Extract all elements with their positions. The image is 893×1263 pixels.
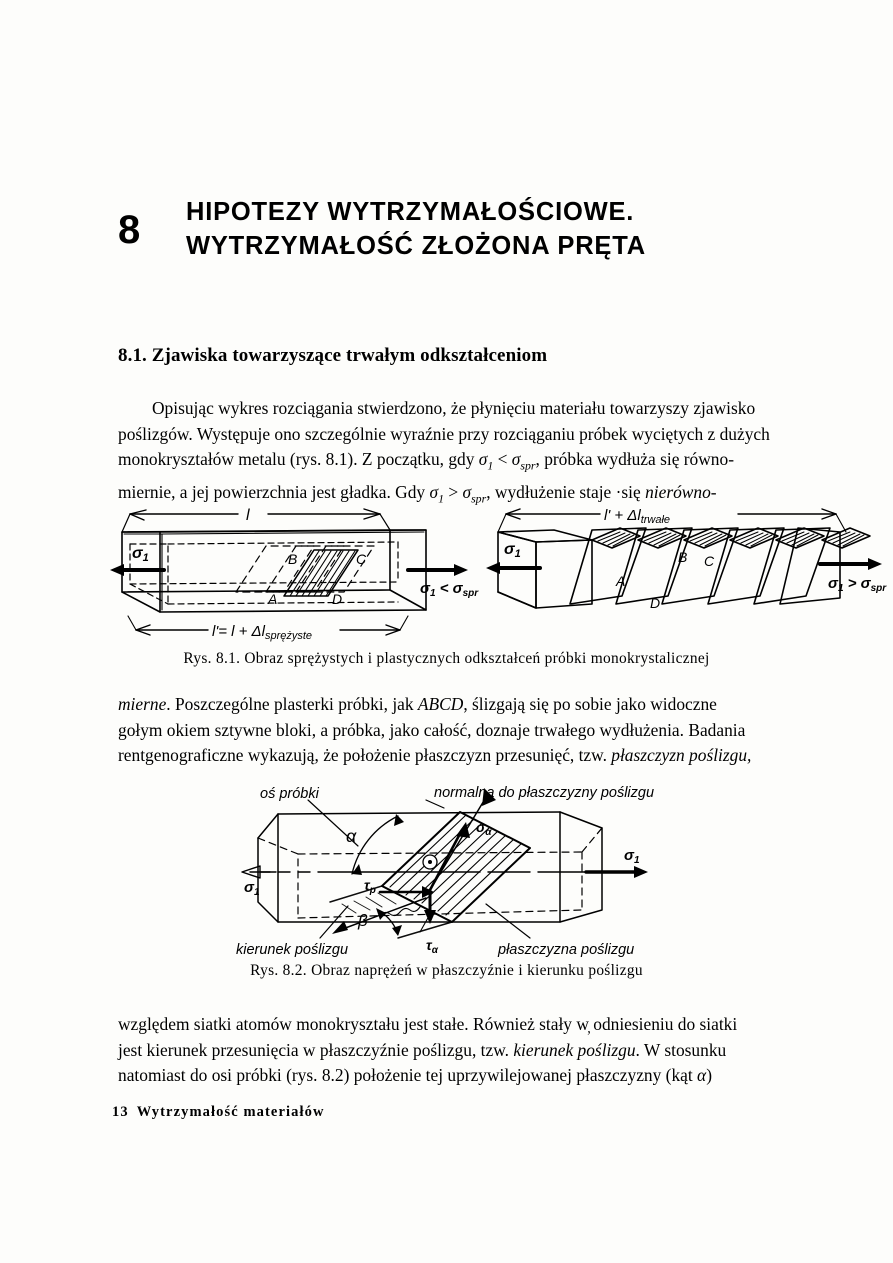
label-sigma-condition-left: $\sigma_1 < \sigma_{spr}$ [420, 580, 479, 599]
figure-8-2-svg [230, 782, 670, 957]
text-run-italic: mierne [118, 694, 167, 714]
paragraph-intro [118, 396, 778, 512]
label-c-left: C [356, 551, 367, 567]
label-l-prime-elastic: $l'= l + \Delta l_{sprężyste}$ [212, 623, 313, 642]
text-run: . Poszczególne plasterki próbki, jak [166, 694, 418, 714]
label-l-prime-trwale: $l' + \Delta l_{trwałe}$ [604, 507, 671, 526]
label-specimen-axis: oś próbki [260, 786, 319, 802]
label-d-left: D [332, 591, 343, 607]
text-run-italic: ABCD [417, 694, 464, 714]
stress-arrow-right-2 [820, 558, 882, 570]
text-run: , wydłużenie staje ·się [486, 481, 646, 502]
stress-arrow-left-2 [486, 562, 540, 574]
paragraph-line [118, 1038, 778, 1064]
text-run: jest kierunek przesunięcia w płaszczyźnie poślizgu, tzw. [118, 1039, 514, 1060]
text-run: , ślizgają się po sobie jako widoczne [463, 694, 717, 714]
stress-arrow-left-1 [110, 564, 164, 576]
label-tau-p: $\tau_p$ [364, 877, 376, 896]
label-c-right: C [704, 553, 715, 569]
paragraph-line [118, 743, 778, 769]
paragraph-line [118, 447, 778, 479]
label-l: l [246, 507, 250, 524]
label-sigma-1-right-fig82: $\sigma_1$ [624, 847, 640, 866]
label-slip-plane: płaszczyzna poślizgu [498, 942, 635, 958]
figure-8-1 [108, 500, 887, 653]
chapter-title-line-1: HIPOTEZY WYTRZYMAŁOŚCIOWE. [186, 198, 635, 226]
footer-book-title: Wytrzymałość materiałów [136, 1104, 325, 1120]
paragraph-line [118, 1063, 778, 1089]
label-a-left: A [268, 591, 278, 607]
figure-8-2 [230, 782, 670, 962]
label-alpha: α [346, 826, 357, 846]
dimension-length-l [122, 509, 390, 532]
label-sigma-alpha: $\sigma_\alpha$ [476, 819, 492, 838]
paragraph-slip-planes [118, 692, 778, 769]
paragraph-line: gołym okiem sztywne bloki, a próbka, jako całość, doznaje trwałego wydłużenia. Badania [118, 719, 746, 740]
label-tau-alpha: $\tau_\alpha$ [426, 937, 438, 956]
label-b-left: B [288, 551, 298, 567]
sigma-spr-symbol: $\sigma_{spr}$ [511, 449, 536, 473]
text-run-italic: kierunek poślizgu [513, 1039, 636, 1060]
plane-center-marker [423, 855, 437, 869]
leader-plane [486, 904, 530, 938]
text-run: monokryształów metalu (rys. 8.1). Z początku, gdy [118, 449, 479, 470]
label-d-right: D [650, 595, 661, 611]
label-b-right: B [678, 549, 688, 565]
sigma-1-symbol: $\sigma_1$ [429, 481, 444, 506]
text-run: . W stosunku [635, 1039, 727, 1060]
label-sigma-condition-right: $\sigma_1 > \sigma_{spr}$ [828, 575, 887, 594]
footer-page-number: 13 [112, 1104, 129, 1120]
stress-arrow-right-fig82 [586, 866, 648, 878]
label-sigma-1-right-left: σ1 [504, 541, 521, 560]
paragraph-line: Opisując wykres rozciągania stwierdzono, że płynięciu materiału towarzyszy zjawisko [152, 398, 756, 418]
chapter-title [186, 196, 646, 263]
figure-8-1-caption: Rys. 8.1. Obraz sprężystych i plastycznych odkształceń próbki monokrystalicznej [183, 650, 710, 667]
leader-axis [308, 800, 358, 846]
section-heading: 8.1. Zjawiska towarzyszące trwałym odkształceniom [118, 345, 548, 366]
label-a-right: A [616, 573, 626, 589]
slip-lamellae [570, 528, 830, 604]
label-beta: β [358, 911, 368, 930]
label-slip-direction: kierunek poślizgu [236, 942, 349, 958]
paragraph-line [118, 692, 778, 718]
text-run-italic: płaszczyzn poślizgu, [611, 745, 752, 766]
text-run: rentgenograficzne wykazują, że położenie płaszczyzn przesunięć, tzw. [118, 745, 612, 766]
text-run: natomiast do osi próbki (rys. 8.2) położenie tej uprzywilejowanej płaszczyzny (kąt [118, 1065, 698, 1086]
text-run: ) [706, 1065, 712, 1086]
leader-normal [426, 800, 444, 808]
sigma-1-symbol: $\sigma_1$ [478, 449, 494, 473]
stress-arrow-right-1 [408, 564, 468, 576]
chapter-title-line-2: WYTRZYMAŁOŚĆ ZŁOŻONA PRĘTA [186, 231, 646, 260]
text-run: miernie, a jej powierzchnia jest gładka. Gdy [118, 481, 430, 502]
chapter-heading [118, 196, 798, 263]
paragraph-line: poślizgów. Występuje ono szczególnie wyraźnie przy rozciąganiu próbek wyciętych z dużych [118, 423, 770, 444]
paragraph-lattice [118, 1012, 778, 1089]
text-run: > [443, 481, 463, 502]
alpha-symbol: α [697, 1065, 707, 1086]
label-sigma-1-left-fig82: $\sigma_1$ [244, 879, 260, 898]
chapter-number: 8 [118, 207, 140, 252]
figure-8-2-caption: Rys. 8.2. Obraz naprężeń w płaszczyźnie i kierunku poślizgu [250, 962, 643, 979]
paragraph-line: względem siatki atomów monokryształu jest stałe. Również stały w̦ odniesieniu do siatki [118, 1014, 738, 1034]
text-run: < [493, 449, 512, 470]
label-normal-to-slip-plane: normalna do płaszczyzny poślizgu [434, 785, 655, 801]
label-sigma-1-left: σ1 [132, 545, 149, 564]
sigma-spr-symbol: $\sigma_{spr}$ [462, 481, 487, 506]
text-run: , próbka wydłuża się równo- [535, 449, 734, 470]
text-run-italic: nierówno- [645, 481, 717, 502]
figure-8-1-svg [108, 500, 887, 648]
page-footer [112, 1104, 325, 1121]
